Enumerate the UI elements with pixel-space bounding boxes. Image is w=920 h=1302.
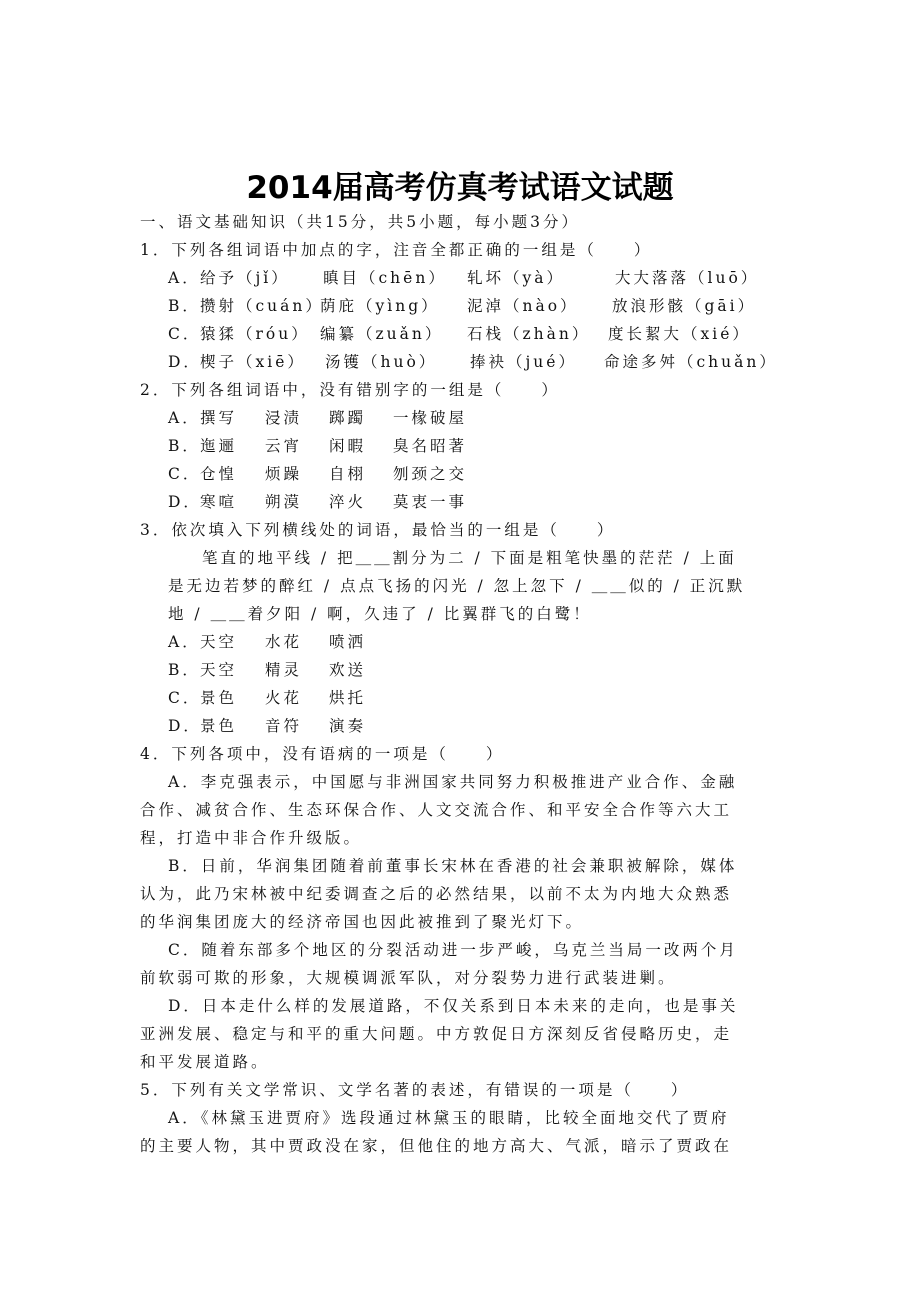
option-item: 刎颈之交 bbox=[393, 465, 468, 483]
option-label: D． bbox=[168, 493, 202, 511]
option-item: 莫衷一事 bbox=[393, 493, 468, 511]
option-text-line: 亚洲发展、稳定与和平的重大问题。中方敦促日方深刻反省侵略历史，走 bbox=[140, 1025, 733, 1043]
option-item: 烘托 bbox=[329, 689, 367, 707]
passage-line: 笔直的地平线 / 把＿＿割分为二 / 下面是粗笔快墨的茫茫 / 上面 bbox=[202, 549, 737, 567]
option-label: D． bbox=[168, 353, 202, 371]
option-item: 欢送 bbox=[329, 661, 367, 679]
option-item: 朔漠 bbox=[265, 493, 303, 511]
option-item: 淬火 bbox=[329, 493, 367, 511]
option-item: 石栈（zhàn） bbox=[467, 325, 591, 343]
option-label: B． bbox=[168, 437, 201, 455]
option-item: 精灵 bbox=[265, 661, 303, 679]
option-item: 天空 bbox=[200, 633, 238, 651]
option-text-line: A．李克强表示，中国愿与非洲国家共同努力积极推进产业合作、金融 bbox=[168, 773, 738, 791]
passage-line: 地 / ＿＿着夕阳 / 啊，久违了 / 比翼群飞的白鹭！ bbox=[168, 605, 592, 623]
passage-line: 是无边若梦的醉红 / 点点飞扬的闪光 / 忽上忽下 / ＿＿似的 / 正沉默 bbox=[168, 577, 746, 595]
option-label: C． bbox=[168, 689, 202, 707]
option-label: B． bbox=[168, 661, 201, 679]
section-heading: 一、语文基础知识（共15分，共5小题，每小题3分） bbox=[140, 213, 580, 231]
option-item: 水花 bbox=[265, 633, 303, 651]
option-text-line: 和平发展道路。 bbox=[140, 1053, 270, 1071]
option-text-line: B．日前，华润集团随着前董事长宋林在香港的社会兼职被解除，媒体 bbox=[168, 857, 738, 875]
option-label: A． bbox=[168, 633, 201, 651]
option-text-line: C．随着东部多个地区的分裂活动进一步严峻，乌克兰当局一改两个月 bbox=[168, 941, 738, 959]
option-item: 编纂（zuǎn） bbox=[320, 325, 444, 343]
option-label: C． bbox=[168, 325, 202, 343]
option-item: 放浪形骸（gāi） bbox=[612, 297, 757, 315]
option-item: 汤镬（huò） bbox=[325, 353, 438, 371]
option-label: C． bbox=[168, 465, 202, 483]
option-item: 瞋目（chēn） bbox=[323, 269, 447, 287]
option-item: 度长絜大（xié） bbox=[608, 325, 751, 343]
option-item: 天空 bbox=[200, 661, 238, 679]
option-item: 攒射（cuán） bbox=[200, 297, 324, 315]
option-label: B． bbox=[168, 297, 201, 315]
option-item: 大大落落（luō） bbox=[615, 269, 760, 287]
option-item: 自栩 bbox=[329, 465, 367, 483]
option-item: 浸渍 bbox=[265, 409, 303, 427]
option-item: 烦躁 bbox=[265, 465, 303, 483]
option-item: 命途多舛（chuǎn） bbox=[604, 353, 778, 371]
option-item: 闲暇 bbox=[329, 437, 367, 455]
option-item: 荫庇（yìng） bbox=[320, 297, 440, 315]
option-text-line: D．日本走什么样的发展道路，不仅关系到日本未来的走向，也是事关 bbox=[168, 997, 739, 1015]
option-item: 撰写 bbox=[200, 409, 238, 427]
question-5-stem: 5．下列有关文学常识、文学名著的表述，有错误的一项是（ ） bbox=[140, 1081, 690, 1099]
option-item: 泥淖（nào） bbox=[467, 297, 579, 315]
question-3-stem: 3．依次填入下列横线处的词语，最恰当的一组是（ ） bbox=[140, 521, 616, 539]
option-label: D． bbox=[168, 717, 202, 735]
option-text-line: 的华润集团庞大的经济帝国也因此被推到了聚光灯下。 bbox=[140, 913, 585, 931]
option-item: 景色 bbox=[200, 689, 238, 707]
option-text-line: 前软弱可欺的形象，大规模调派军队，对分裂势力进行武装进剿。 bbox=[140, 969, 677, 987]
option-item: 云宵 bbox=[265, 437, 303, 455]
question-4-stem: 4．下列各项中，没有语病的一项是（ ） bbox=[140, 745, 505, 763]
option-item: 音符 bbox=[265, 717, 303, 735]
question-1-stem: 1．下列各组词语中加点的字，注音全都正确的一组是（ ） bbox=[140, 241, 653, 259]
option-item: 一椽破屋 bbox=[393, 409, 468, 427]
option-text-line: 合作、减贫合作、生态环保合作、人文交流合作、和平安全合作等六大工 bbox=[140, 801, 733, 819]
option-text-line: 认为，此乃宋林被中纪委调查之后的必然结果，以前不太为内地大众熟悉 bbox=[140, 885, 733, 903]
option-item: 迤逦 bbox=[200, 437, 238, 455]
option-item: 演奏 bbox=[329, 717, 367, 735]
option-item: 寒喧 bbox=[200, 493, 238, 511]
option-item: 轧坏（yà） bbox=[467, 269, 565, 287]
option-item: 猿猱（róu） bbox=[200, 325, 310, 343]
option-label: A． bbox=[168, 269, 201, 287]
page-title: 2014届高考仿真考试语文试题 bbox=[246, 170, 674, 206]
option-text-line: A．《林黛玉进贾府》选段通过林黛玉的眼睛，比较全面地交代了贾府 bbox=[168, 1109, 730, 1127]
option-item: 踯躅 bbox=[329, 409, 367, 427]
option-item: 给予（jǐ） bbox=[200, 269, 290, 287]
option-item: 景色 bbox=[200, 717, 238, 735]
option-item: 仓惶 bbox=[200, 465, 238, 483]
option-item: 火花 bbox=[265, 689, 303, 707]
option-item: 楔子（xiē） bbox=[200, 353, 306, 371]
option-text-line: 的主要人物，其中贾政没在家，但他住的地方高大、气派，暗示了贾政在 bbox=[140, 1137, 733, 1155]
option-text-line: 程，打造中非合作升级版。 bbox=[140, 829, 363, 847]
option-item: 捧袂（jué） bbox=[470, 353, 577, 371]
option-label: A． bbox=[168, 409, 201, 427]
question-2-stem: 2．下列各组词语中，没有错别字的一组是（ ） bbox=[140, 381, 560, 399]
option-item: 臭名昭著 bbox=[393, 437, 468, 455]
option-item: 喷洒 bbox=[329, 633, 367, 651]
